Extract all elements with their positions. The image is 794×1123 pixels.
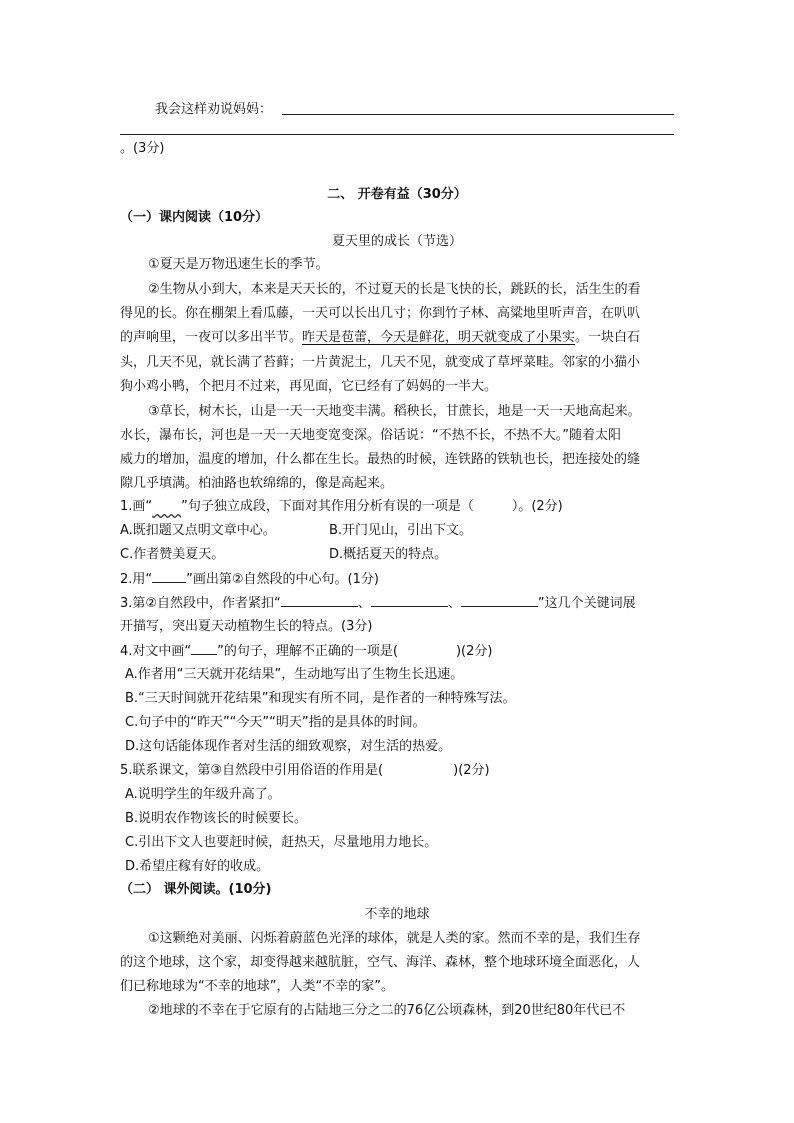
passage1-p1: ①夏天是万物迅速生长的季节。 — [148, 257, 329, 272]
passage2-p1-line3: 们已称地球为“不幸的地球”，人类“不幸的家”。 — [120, 979, 394, 994]
passage1-title: 夏天里的成长（节选） — [331, 234, 462, 249]
question-3-line2: 开描写，突出夏天动植物生长的特点。(3分) — [120, 619, 373, 634]
q-text: 3.第②自然段中，作者紧扣“ — [120, 596, 281, 611]
q-text: 5.联系课文，第③自然段中引用俗语的作用是( — [120, 763, 384, 778]
q-text: ”画出第②自然段的中心句。(1分) — [186, 572, 379, 587]
passage1-p2-line1: ②生物从小到大，本来是天天长的，不过夏天的长是飞快的长，跳跃的长，活生生的看 — [148, 282, 641, 297]
persuade-line — [155, 101, 272, 119]
q-text: ”这几个关键词展 — [537, 596, 636, 611]
section-title: 二、 开卷有益（30分） — [327, 187, 467, 202]
question-5 — [120, 762, 490, 780]
q1-option-b: B.开门见山，引出下文。 — [329, 523, 473, 538]
question-2 — [120, 570, 379, 589]
q-text: 、 — [447, 596, 461, 611]
q4-option-b: B.“三天时间就开花结果”和现实有所不同，是作者的一种特殊写法。 — [125, 691, 516, 706]
passage1-p2-line2: 得见的长。你在棚架上看瓜藤，一天可以长出几寸；你到竹子林、高粱地里听声音，在叭叭 — [120, 306, 641, 321]
passage1-p3-line4: 隙几乎填满。柏油路也软绵绵的，像是高起来。 — [120, 476, 394, 491]
text-segment: 的声响里，一夜可以多出半节。 — [120, 330, 303, 345]
line-sample — [191, 642, 217, 655]
q5-option-d: D.希望庄稼有好的收成。 — [125, 859, 270, 874]
passage2-p1-line2: 的这个地球，这个家，却变得越来越肮脏，空气、海洋、森林，整个地球环境全面恶化，人 — [120, 955, 641, 970]
answer-blank-keyword-1[interactable] — [281, 594, 358, 607]
q-text: ”句子独立成段，下面对其作用分析有误的一项是（ — [181, 499, 474, 514]
part1-heading: （一）课内阅读（10分） — [120, 210, 269, 225]
q5-option-a: A.说明学生的年级升高了。 — [125, 787, 281, 802]
question-3 — [120, 594, 636, 613]
score-note: 。(3分) — [120, 141, 165, 156]
answer-blank-2[interactable] — [120, 134, 674, 135]
passage1-p3-line2: 水长，瀑布长，河也是一天一天地变宽变深。俗话说：“不热不长，不热不大。”随着太阳 — [120, 428, 621, 443]
text-segment: 。一块白石 — [575, 330, 641, 345]
persuade-prompt: 我会这样劝说妈妈： — [155, 102, 273, 117]
part2-heading: （二） 课外阅读。(10分) — [120, 882, 272, 897]
q4-option-a: A.作者用“三天就开花结果”，生动地写出了生物生长迅速。 — [125, 667, 464, 682]
q-text: ）。(2分) — [511, 499, 563, 514]
answer-blank-keyword-2[interactable] — [371, 594, 448, 607]
passage2-p1-line1: ①这颗绝对美丽、闪烁着蔚蓝色光泽的球体，就是人类的家。然而不幸的是，我们生存 — [148, 931, 641, 946]
passage1-p3-line3: 威力的增加，温度的增加，什么都在生长。最热的时候，连铁路的铁轨也长，把连接处的缝 — [120, 452, 641, 467]
passage1-p2-line4: 头，几天不见，就长满了苔藓；一片黄泥土，几天不见，就变成了草坪菜畦。邻家的小猫小 — [120, 355, 641, 370]
q-text: 、 — [357, 596, 371, 611]
q-text: )(2分) — [455, 644, 493, 659]
wavy-line-sample — [152, 499, 181, 514]
q4-option-d: D.这句话能体现作者对生活的细致观察，对生活的热爱。 — [125, 739, 452, 754]
q-text: )(2分) — [453, 763, 490, 778]
q-text: 4.对文中画“ — [120, 644, 192, 659]
q1-option-c: C.作者赞美夏天。 — [120, 547, 225, 562]
answer-blank-keyword-3[interactable] — [461, 594, 538, 607]
underlined-sentence: 昨天是苞蕾，今天是鲜花，明天就变成了小果实 — [302, 330, 576, 345]
q1-option-d: D.概括夏天的特点。 — [329, 547, 448, 562]
q-text: 2.用“ — [120, 572, 153, 587]
answer-blank-1[interactable] — [282, 114, 674, 115]
question-4 — [120, 642, 492, 661]
passage1-p2-line3 — [120, 329, 640, 347]
q5-option-c: C.引出下文人也要赶时候，赶热天，尽量地用力地长。 — [125, 835, 438, 850]
passage1-p3-line1: ③草长，树木长，山是一天一天地变丰满。稻秧长，甘蔗长，地是一天一天地高起来。 — [148, 404, 641, 419]
passage2-title: 不幸的地球 — [364, 907, 430, 922]
question-1 — [120, 498, 563, 516]
q5-option-b: B.说明农作物该长的时候要长。 — [125, 811, 308, 826]
q-text: ”的句子，理解不正确的一项是( — [217, 644, 398, 659]
q1-option-a: A.既扣题又点明文章中心。 — [120, 523, 276, 538]
passage2-p2-line1: ②地球的不幸在于它原有的占陆地三分之二的76亿公顷森林，到20世纪80年代已不 — [148, 1003, 626, 1018]
passage1-p2-line5: 狗小鸡小鸭，个把月不过来，再见面，它已经有了妈妈的一半大。 — [120, 379, 498, 394]
line-sample — [152, 570, 186, 583]
q4-option-c: C.句子中的“昨天”“今天”“明天”指的是具体的时间。 — [125, 715, 426, 730]
q-text: 1.画“ — [120, 499, 153, 514]
